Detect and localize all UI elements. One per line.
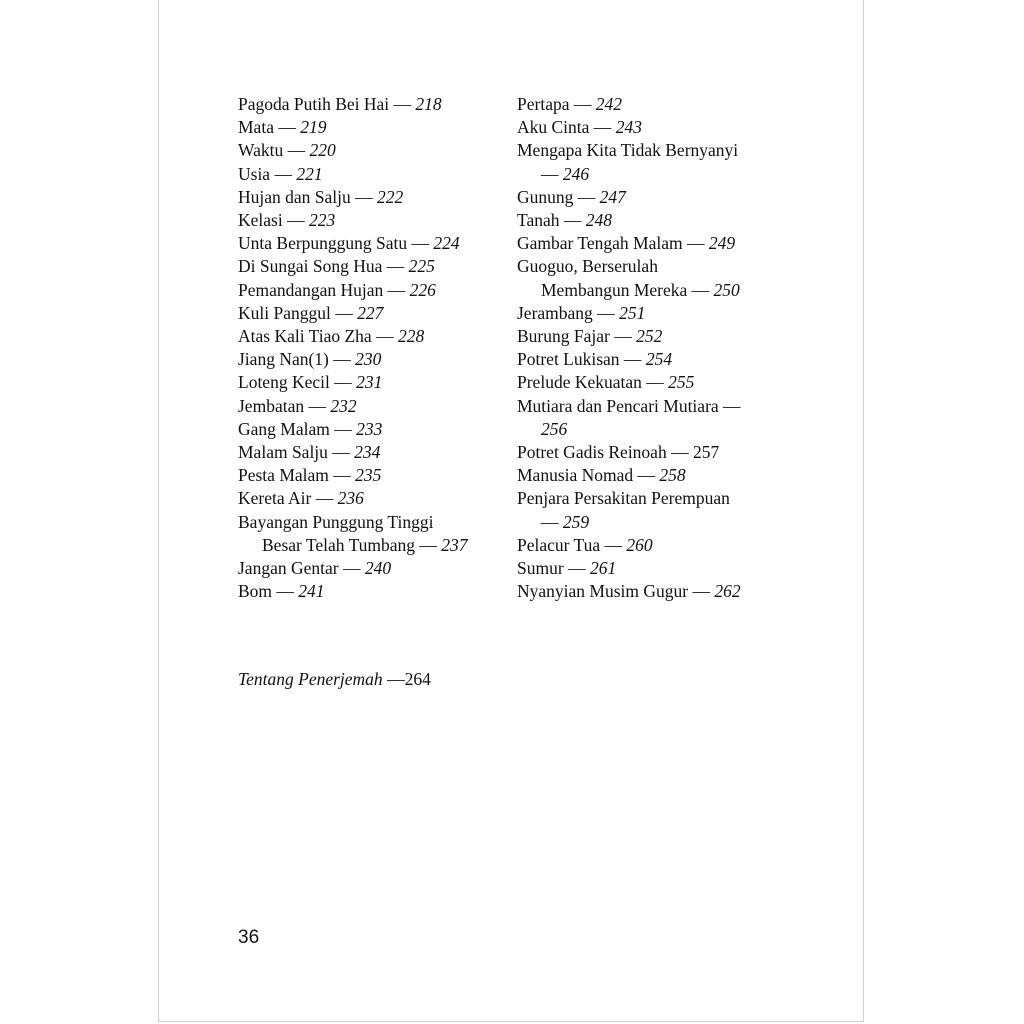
toc-entry [238, 163, 508, 186]
toc-entry-page: 220 [305, 140, 336, 161]
toc-entry-title: Nyanyian Musim Gugur — [517, 581, 710, 602]
toc-entry-title: Loteng Kecil — [238, 372, 352, 393]
toc-entry-title: Hujan dan Salju — [238, 186, 373, 207]
toc-entry [238, 325, 508, 348]
toc-entry [517, 557, 797, 580]
toc-entry-title: Unta Berpunggung Satu — [238, 233, 430, 254]
toc-entry-title: Pagoda Putih Bei Hai — [238, 94, 412, 114]
toc-entry-page: 234 [349, 442, 381, 463]
toc-entry [517, 371, 797, 394]
toc-entry-page: 261 [585, 558, 617, 579]
toc-entry-about-translator [238, 668, 431, 691]
toc-entry-page: 224 [429, 233, 460, 254]
toc-entry [517, 348, 797, 371]
toc-entry-page: 262 [709, 581, 741, 602]
toc-entry-title: Manusia Nomad — [517, 465, 656, 486]
toc-entry-page: 252 [631, 326, 663, 347]
toc-entry-page: 237 [436, 534, 468, 555]
toc-entry-page: 225 [404, 256, 435, 277]
toc-entry-title: Tanah — [517, 210, 582, 231]
toc-entry-title: Atas Kali Tiao Zha — [238, 326, 394, 347]
toc-entry-page: 243 [611, 117, 642, 138]
toc-entry-title: Sumur — [517, 558, 586, 579]
toc-entry-page: 242 [591, 94, 622, 114]
toc-entry-page: 231 [351, 372, 383, 393]
toc-entry-title: Jiang Nan(1) — [238, 349, 351, 370]
toc-entry [517, 139, 797, 162]
toc-entry-title: Prelude Kekuatan — [517, 372, 664, 393]
toc-entry [238, 557, 508, 580]
toc-entry [517, 487, 797, 510]
toc-entry [238, 511, 508, 534]
toc-entry [238, 139, 508, 162]
toc-entry-title: Mengapa Kita Tidak Bernyanyi [517, 140, 739, 161]
toc-entry-title: Usia — [238, 163, 292, 184]
toc-entry-page: 221 [291, 163, 323, 184]
toc-entry-title: Pesta Malam — [238, 465, 351, 486]
toc-entry-title: Waktu — [238, 140, 306, 161]
toc-entry [238, 371, 508, 394]
toc-entry-page: 248 [581, 210, 613, 231]
toc-entry [238, 580, 508, 603]
toc-entry-page: 257 [688, 442, 720, 463]
toc-entry-title: Burung Fajar — [517, 326, 632, 347]
toc-entry-page: 218 [411, 94, 442, 114]
toc-entry [517, 163, 797, 186]
toc-entry-page: 254 [641, 349, 673, 370]
toc-entry-title: Gunung — [517, 186, 596, 207]
toc-entry-title: Kuli Panggul — [238, 302, 353, 323]
toc-entry-title: Gang Malam — [238, 418, 352, 439]
toc-entry-page: 249 [704, 233, 736, 254]
toc-entry-title: Kelasi — [238, 210, 305, 231]
about-title: Tentang Penerjemah [238, 669, 383, 689]
toc-entry-page: 236 [333, 488, 364, 509]
toc-entry-page: 250 [709, 279, 740, 300]
toc-entry-title: Besar Telah Tumbang — [262, 534, 437, 555]
toc-entry [238, 93, 508, 116]
toc-entry [238, 186, 508, 209]
page-number: 36 [238, 927, 260, 948]
toc-entry [517, 418, 797, 441]
toc-entry-page: 259 [558, 511, 590, 532]
toc-entry [517, 116, 797, 139]
toc-entry [517, 209, 797, 232]
toc-entry [517, 93, 797, 116]
toc-entry-title: Membangun Mereka — [541, 279, 710, 300]
toc-entry-title: Malam Salju — [238, 442, 350, 463]
toc-entry-title: Mata — [238, 117, 296, 138]
toc-entry-title: Guoguo, Berserulah [517, 256, 658, 277]
toc-entry-page: 226 [405, 279, 436, 300]
toc-entry [238, 395, 508, 418]
book-page [158, 0, 864, 1022]
toc-entry [517, 441, 797, 464]
toc-entry-page: 246 [558, 163, 590, 184]
toc-entry-title: Aku Cinta — [517, 117, 612, 138]
toc-entry [517, 255, 797, 278]
toc-entry-title: Kereta Air — [238, 488, 334, 509]
toc-entry [517, 511, 797, 534]
toc-entry-title: Potret Lukisan — [517, 349, 642, 370]
toc-entry-title: Jangan Gentar — [238, 558, 361, 579]
toc-entry [238, 348, 508, 371]
toc-entry [238, 209, 508, 232]
toc-entry [517, 580, 797, 603]
toc-entry [238, 534, 508, 557]
toc-entry [238, 487, 508, 510]
toc-entry [517, 232, 797, 255]
toc-entry-title: Pemandangan Hujan — [238, 279, 406, 300]
toc-entry [517, 395, 797, 418]
toc-entry-page: 222 [372, 186, 404, 207]
toc-entry-page: 219 [295, 117, 327, 138]
toc-entry-page: 233 [351, 418, 383, 439]
toc-entry-page: 260 [622, 534, 653, 555]
toc-entry-page: 241 [293, 581, 325, 602]
toc-entry [517, 186, 797, 209]
toc-entry-page: 223 [304, 210, 336, 231]
toc-entry [517, 325, 797, 348]
toc-entry-title: Jerambang — [517, 302, 615, 323]
toc-entry [517, 279, 797, 302]
toc-entry [238, 441, 508, 464]
toc-column-right [517, 93, 797, 603]
toc-entry-title: — [541, 511, 559, 532]
toc-entry [517, 464, 797, 487]
toc-entry-title: Bom — [238, 581, 294, 602]
toc-entry [238, 255, 508, 278]
toc-entry-page: 230 [350, 349, 382, 370]
toc-entry-page: 255 [663, 372, 695, 393]
toc-entry-title: Penjara Persakitan Perempuan [517, 488, 730, 509]
toc-entry-page: 247 [595, 186, 626, 207]
toc-entry [517, 302, 797, 325]
toc-entry [517, 534, 797, 557]
toc-entry-title: Gambar Tengah Malam — [517, 233, 705, 254]
toc-entry-page: 235 [350, 465, 382, 486]
about-separator: — [382, 669, 405, 689]
toc-entry [238, 464, 508, 487]
toc-entry [238, 232, 508, 255]
toc-entry-page: 228 [393, 326, 425, 347]
toc-entry [238, 302, 508, 325]
toc-entry [238, 418, 508, 441]
toc-entry-title: Jembatan — [238, 395, 326, 416]
toc-entry-title: Pelacur Tua — [517, 534, 622, 555]
toc-entry-page: 258 [655, 465, 686, 486]
toc-entry [238, 116, 508, 139]
about-page: 264 [404, 669, 431, 689]
toc-entry [238, 279, 508, 302]
toc-entry-title: — [541, 163, 559, 184]
toc-entry-page: 251 [614, 302, 646, 323]
toc-entry-page: 240 [360, 558, 392, 579]
toc-entry-title: Bayangan Punggung Tinggi [238, 511, 434, 532]
toc-entry-page: 256 [541, 418, 568, 439]
toc-column-left [238, 93, 508, 603]
toc-entry-page: 227 [352, 302, 384, 323]
toc-entry-title: Di Sungai Song Hua — [238, 256, 405, 277]
toc-entry-title: Pertapa — [517, 94, 592, 114]
toc-entry-title: Potret Gadis Reinoah — [517, 442, 689, 463]
toc-entry-title: Mutiara dan Pencari Mutiara — [517, 395, 741, 416]
toc-entry-page: 232 [325, 395, 357, 416]
